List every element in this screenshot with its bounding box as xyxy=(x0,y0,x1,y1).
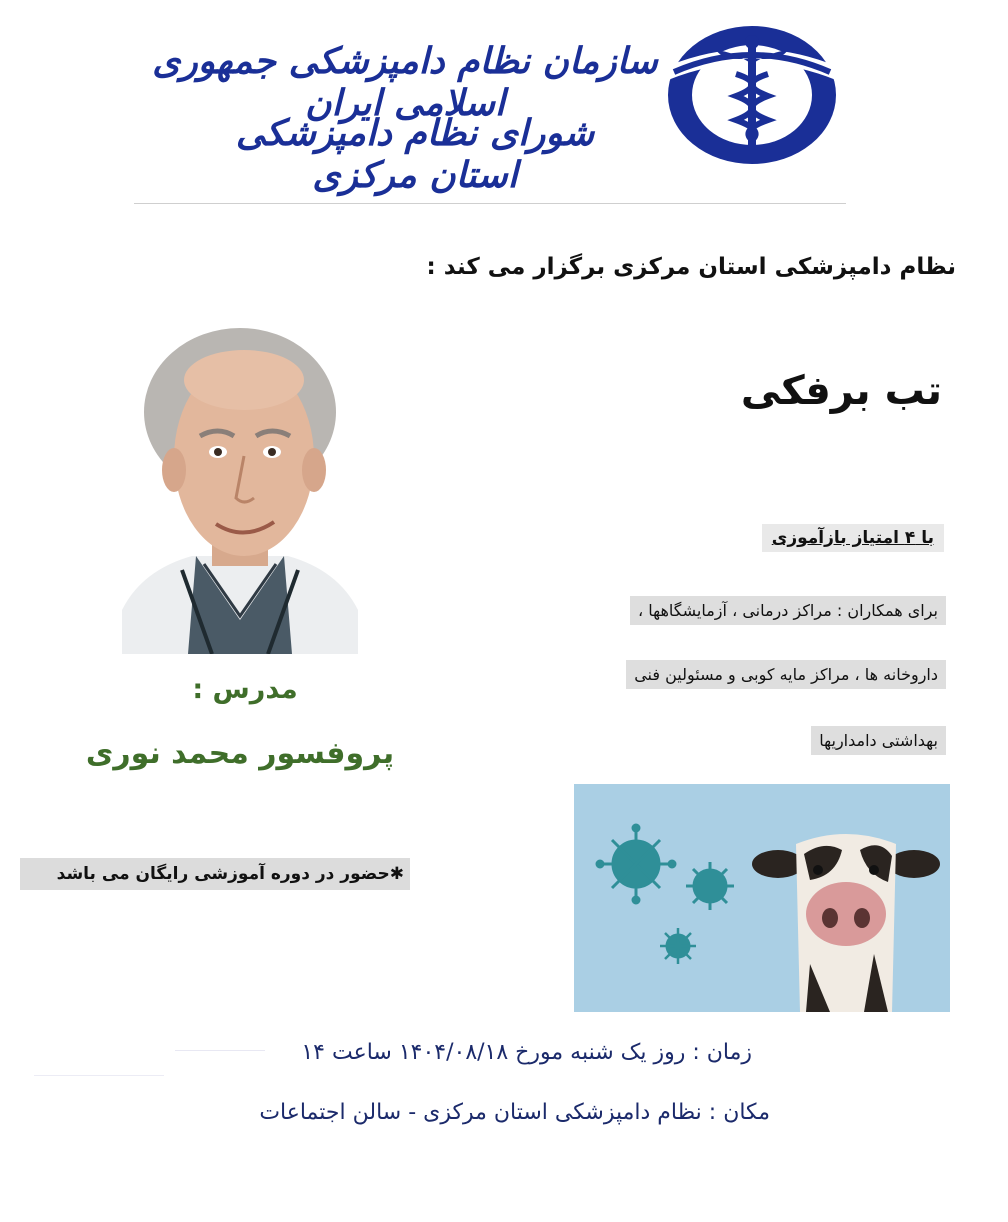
audience-line-1: برای همکاران : مراکز درمانی ، آزمایشگاهها ، xyxy=(630,596,946,625)
asterisk-icon: ✱ xyxy=(389,864,404,884)
intro-heading: نظام دامپزشکی استان مرکزی برگزار می کند : xyxy=(426,254,956,280)
org-logo xyxy=(664,22,840,168)
org-name-line1: سازمان نظام دامپزشکی جمهوری اسلامی ایران xyxy=(152,40,658,124)
audience-line-3: بهداشتی دامداریها xyxy=(811,726,946,755)
audience-line-2: داروخانه ها ، مراکز مایه کوبی و مسئولین فنی xyxy=(626,660,946,689)
credits-badge: با ۴ امتیاز بازآموزی xyxy=(762,524,944,552)
free-note-text: حضور در دوره آموزشی رایگان می باشد xyxy=(56,864,390,884)
faint-divider-1 xyxy=(175,1050,265,1051)
faint-divider-2 xyxy=(34,1075,164,1076)
caduceus-emblem-icon xyxy=(664,22,840,168)
free-attendance-note xyxy=(20,858,410,890)
instructor-name: پروفسور محمد نوری xyxy=(85,736,395,771)
event-time: زمان : روز یک شنبه مورخ ۱۴۰۴/۰۸/۱۸ ساعت ۱۴ xyxy=(301,1040,752,1065)
event-location: مکان : نظام دامپزشکی استان مرکزی - سالن اجتماعات xyxy=(259,1100,770,1125)
course-topic-title: تب برفکی xyxy=(740,368,942,414)
header-divider xyxy=(134,203,846,204)
instructor-photo xyxy=(112,320,368,654)
instructor-label: مدرس : xyxy=(192,674,298,705)
cow-virus-illustration xyxy=(574,784,950,1012)
org-name-line2: شورای نظام دامپزشکی استان مرکزی xyxy=(235,112,595,196)
